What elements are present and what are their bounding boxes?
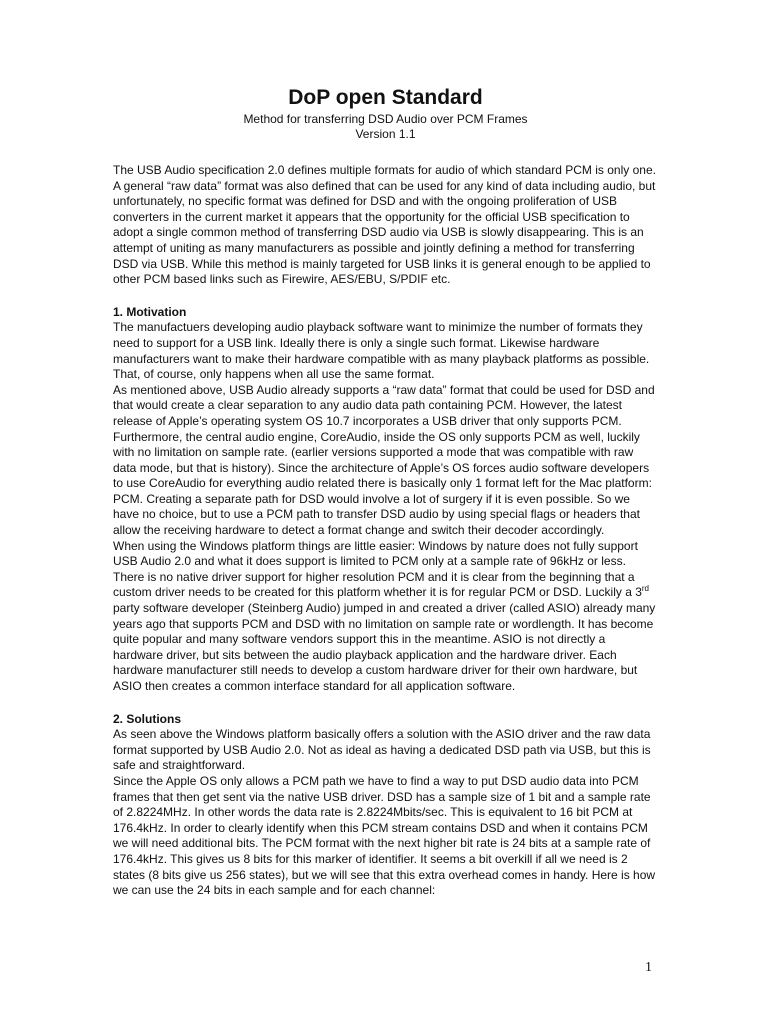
document-subtitle: Method for transferring DSD Audio over PCM Frames [243,112,528,126]
section-heading-solutions: 2. Solutions [113,711,182,726]
document-title: DoP open Standard [288,86,483,109]
solutions-paragraph-2: Since the Apple OS only allows a PCM path we have to find a way to put DSD audio data into PCM frames that then get sent via the native USB driver. DSD has a sample size of 1 bit and a sample rate of 2.8224MHz. In other words the data rate is 2.8224Mbits/sec. This is equivalent to 16 bit PCM at 176.4kHz. In order to clearly identify when this PCM stream contains DSD and when it contains PCM we will need additional bits. The PCM format with the next higher bit rate is 24 bits at a sample rate of 176.4kHz. This gives us 8 bits for this marker of identifier. It seems a bit overkill if all we need is 2 states (8 bits give us 256 states), but we will see that this extra overhead comes in handy. Here is how we can use the 24 bits in each sample and for each channel: [113,773,656,898]
solutions-paragraph-1: As seen above the Windows platform basically offers a solution with the ASIO driver and the raw data format supported by USB Audio 2.0. Not as ideal as having a dedicated DSD path via USB, but this is safe and straightforward. [113,727,651,773]
motivation-paragraph-1: The manufactuers developing audio playback software want to minimize the number of formats they need to support for a USB link. Ideally there is only a single such format. Likewise hardware manufacturers want to make their hardware compatible with as many playback platforms as possible. That, of course, only happens when all use the same format. [113,320,650,382]
motivation-paragraph-3 [113,539,658,695]
ordinal-superscript: rd [641,584,650,594]
document-version: Version 1.1 [355,127,416,141]
motivation-p3-text-a: When using the Windows platform things are little easier: Windows by nature does not fully support USB Audio 2.0 and what it does support is limited to PCM only at a sample rate of 96kHz or less. There is no native driver support for higher resolution PCM and it is clear from the beginning that a custom driver needs to be created for this platform whether it is for regular PCM or DSD. Luckily a 3 [113,538,642,600]
section-spacer [113,288,658,305]
document-body [113,86,658,899]
section-spacer [113,695,658,712]
motivation-paragraph-2: As mentioned above, USB Audio already supports a “raw data” format that could be used for DSD and that would create a clear separation to any audio data path containing PCM. However, the latest release of Apple’s operating system OS 10.7 incorporates a USB driver that only supports PCM. Furthermore, the central audio engine, CoreAudio, inside the OS only supports PCM as well, luckily with no limitation on sample rate. (earlier versions supported a mode that was compatible with raw data mode, but that is history). Since the architecture of Apple’s OS forces audio software developers to use CoreAudio for everything audio related there is basically only 1 format left for the Mac platform: PCM. Creating a separate path for DSD would involve a lot of surgery if it is even possible. So we have no choice, but to use a PCM path to transfer DSD audio by using special flags or headers that allow the receiving hardware to detect a format change and switch their decoder accordingly. [113,382,655,538]
page-number: 1 [645,960,652,975]
motivation-p3-text-b: party software developer (Steinberg Audio) jumped in and created a driver (called ASIO) already many years ago that supports PCM and DSD with no limitation on sample rate or wordlength. It has become quite popular and many software vendors support this in the meantime. ASIO is not directly a hardware driver, but sits between the audio playback application and the hardware driver. Each hardware manufacturer still needs to develop a custom hardware driver for their own hardware, but ASIO then creates a common interface standard for all application software. [113,601,656,693]
section-heading-motivation: 1. Motivation [113,304,187,319]
intro-paragraph: The USB Audio specification 2.0 defines multiple formats for audio of which standard PCM is only one. A general “raw data” format was also defined that can be used for any kind of data including audio, but unfortunately, no specific format was defined for DSD and with the ongoing proliferation of USB converters in the current market it appears that the opportunity for the official USB specification to adopt a single common method of transferring DSD audio via USB is slowly disappearing. This is an attempt of uniting as many manufacturers as possible and jointly defining a method for transferring DSD via USB. While this method is mainly targeted for USB links it is general enough to be applied to other PCM based links such as Firewire, AES/EBU, S/PDIF etc. [113,163,656,287]
